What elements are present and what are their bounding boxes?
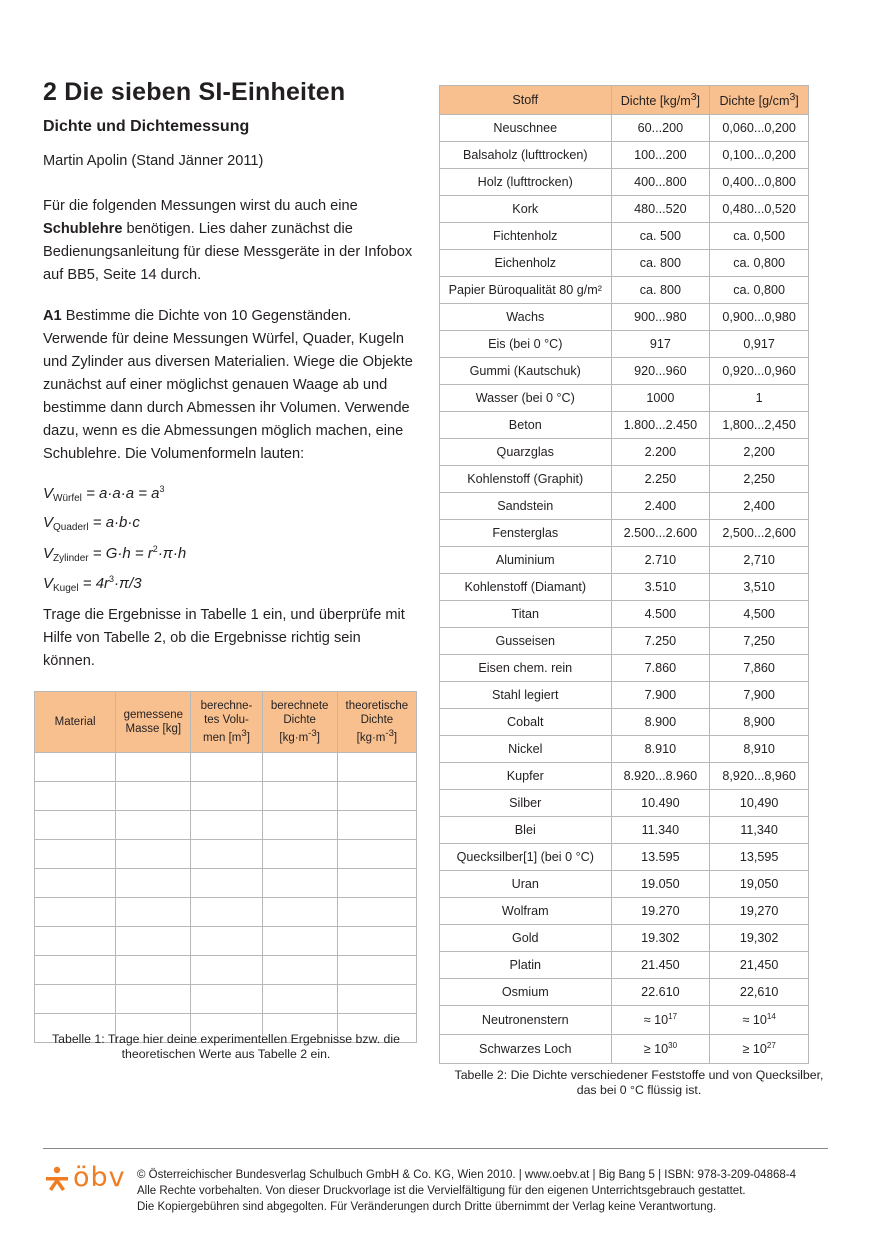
results-cell (116, 898, 191, 927)
density-cell-stoff: Balsaholz (lufttrocken) (440, 142, 612, 169)
page-subtitle: Dichte und Dichtemessung (43, 118, 250, 135)
results-cell (337, 753, 416, 782)
oebv-logo-icon (44, 1166, 70, 1192)
density-table-row (440, 520, 809, 547)
density-cell-stoff: Stahl legiert (440, 682, 612, 709)
density-cell-g: 11,340 (710, 817, 809, 844)
results-cell (35, 869, 116, 898)
density-cell-g: ≥ $10^{27}$ (710, 1035, 809, 1064)
density-cell-stoff: Blei (440, 817, 612, 844)
density-cell-g: 0,400...0,800 (710, 169, 809, 196)
density-cell-kg: 7.250 (611, 628, 710, 655)
table2-caption: Tabelle 2: Die Dichte verschiedener Feststoffe und von Quecksilber, das bei 0 °C flüssig ist. (454, 1068, 824, 1097)
results-cell (262, 869, 337, 898)
results-table-row (35, 898, 417, 927)
density-cell-stoff: Eichenholz (440, 250, 612, 277)
results-cell (337, 898, 416, 927)
density-cell-g: 0,100...0,200 (710, 142, 809, 169)
results-cell (191, 782, 262, 811)
results-cell (35, 927, 116, 956)
density-cell-kg: 22.610 (611, 979, 710, 1006)
results-table-row (35, 985, 417, 1014)
density-cell-g: ca. 0,800 (710, 250, 809, 277)
density-table-row (440, 925, 809, 952)
header-stoff: Stoff (440, 86, 612, 115)
density-cell-g: 2,200 (710, 439, 809, 466)
density-cell-kg: 2.400 (611, 493, 710, 520)
results-cell (116, 985, 191, 1014)
intro-paragraph (43, 195, 413, 287)
density-table-row (440, 223, 809, 250)
results-table-row (35, 927, 417, 956)
density-cell-stoff: Quecksilber[1] (bei 0 °C) (440, 844, 612, 871)
instruction-paragraph: Trage die Ergebnisse in Tabelle 1 ein, und überprüfe mit Hilfe von Tabelle 2, ob die Ergebnisse richtig sein können. (43, 607, 405, 669)
density-table-row (440, 115, 809, 142)
results-cell (116, 927, 191, 956)
header-theoretical-density: theoretische Dichte $[kg\cdot m^{-3}]$ (337, 692, 416, 753)
density-cell-stoff: Wasser (bei 0 °C) (440, 385, 612, 412)
density-cell-g: ≈ $10^{14}$ (710, 1006, 809, 1035)
results-table-row (35, 753, 417, 782)
density-table-row (440, 763, 809, 790)
density-cell-kg: 60...200 (611, 115, 710, 142)
density-cell-kg: 10.490 (611, 790, 710, 817)
density-table-row (440, 790, 809, 817)
density-cell-kg: ≈ $10^{17}$ (611, 1006, 710, 1035)
results-cell (116, 782, 191, 811)
density-cell-g: 2,500...2,600 (710, 520, 809, 547)
density-cell-kg: 2.250 (611, 466, 710, 493)
results-cell (116, 840, 191, 869)
density-cell-stoff: Wolfram (440, 898, 612, 925)
density-table-row (440, 439, 809, 466)
density-table-row (440, 493, 809, 520)
table1-caption: Tabelle 1: Trage hier deine experimentellen Ergebnisse bzw. die theoretischen Werte aus Tabelle 2 ein. (52, 1032, 400, 1061)
density-cell-stoff: Fichtenholz (440, 223, 612, 250)
density-cell-kg: 400...800 (611, 169, 710, 196)
density-cell-stoff: Beton (440, 412, 612, 439)
density-cell-stoff: Kohlenstoff (Diamant) (440, 574, 612, 601)
density-cell-g: 8,910 (710, 736, 809, 763)
density-table-row (440, 952, 809, 979)
density-table-row (440, 412, 809, 439)
author-line: Martin Apolin (Stand Jänner 2011) (43, 153, 264, 169)
density-cell-stoff: Neuschnee (440, 115, 612, 142)
results-cell (337, 956, 416, 985)
density-table-row (440, 844, 809, 871)
intro-text: Für die folgenden Messungen wirst du auch eine (43, 198, 358, 214)
density-cell-kg: 13.595 (611, 844, 710, 871)
density-cell-g: 0,917 (710, 331, 809, 358)
formula-zylinder: $V_{Zylinder} = G\cdot h = r^2\cdot\pi\cdot h$ (43, 544, 187, 564)
density-cell-kg: 19.302 (611, 925, 710, 952)
density-table-row (440, 601, 809, 628)
results-cell (337, 927, 416, 956)
density-cell-stoff: Aluminium (440, 547, 612, 574)
density-cell-stoff: Fensterglas (440, 520, 612, 547)
density-table-row (440, 655, 809, 682)
results-cell (35, 898, 116, 927)
density-table-row (440, 817, 809, 844)
density-cell-stoff: Osmium (440, 979, 612, 1006)
density-cell-kg: 4.500 (611, 601, 710, 628)
results-cell (191, 840, 262, 869)
results-cell (262, 927, 337, 956)
results-cell (262, 985, 337, 1014)
page-title: 2 Die sieben SI-Einheiten (43, 78, 346, 106)
results-cell (262, 753, 337, 782)
density-cell-g: 1,800...2,450 (710, 412, 809, 439)
density-cell-stoff: Gold (440, 925, 612, 952)
results-cell (35, 840, 116, 869)
density-table-row (440, 736, 809, 763)
density-cell-stoff: Eis (bei 0 °C) (440, 331, 612, 358)
density-table-row (440, 385, 809, 412)
density-cell-kg: 7.860 (611, 655, 710, 682)
density-cell-kg: 7.900 (611, 682, 710, 709)
density-table-row (440, 628, 809, 655)
density-cell-stoff: Titan (440, 601, 612, 628)
density-cell-stoff: Neutronenstern (440, 1006, 612, 1035)
density-cell-g: 2,250 (710, 466, 809, 493)
density-table-row (440, 331, 809, 358)
density-cell-stoff: Gummi (Kautschuk) (440, 358, 612, 385)
results-cell (191, 956, 262, 985)
density-cell-stoff: Holz (lufttrocken) (440, 169, 612, 196)
density-cell-stoff: Wachs (440, 304, 612, 331)
density-cell-stoff: Gusseisen (440, 628, 612, 655)
results-cell (337, 782, 416, 811)
density-cell-g: 0,060...0,200 (710, 115, 809, 142)
density-cell-g: 19,270 (710, 898, 809, 925)
density-cell-kg: 900...980 (611, 304, 710, 331)
density-cell-stoff: Platin (440, 952, 612, 979)
density-cell-g: 0,920...0,960 (710, 358, 809, 385)
footer-divider (43, 1148, 828, 1149)
results-cell (337, 869, 416, 898)
density-cell-g: 19,302 (710, 925, 809, 952)
density-cell-g: 3,510 (710, 574, 809, 601)
intro-bold-term: Schublehre (43, 221, 123, 237)
density-cell-kg: ca. 800 (611, 250, 710, 277)
density-table-header (440, 86, 809, 115)
density-cell-g: 7,900 (710, 682, 809, 709)
density-cell-g: 8,920...8,960 (710, 763, 809, 790)
density-cell-g: 2,710 (710, 547, 809, 574)
density-cell-g: 0,900...0,980 (710, 304, 809, 331)
density-cell-kg: ≥ $10^{30}$ (611, 1035, 710, 1064)
results-cell (337, 985, 416, 1014)
density-table-row (440, 682, 809, 709)
density-cell-g: 8,900 (710, 709, 809, 736)
density-cell-stoff: Uran (440, 871, 612, 898)
density-cell-kg: 8.900 (611, 709, 710, 736)
density-cell-stoff: Schwarzes Loch (440, 1035, 612, 1064)
results-cell (116, 956, 191, 985)
density-cell-kg: 19.270 (611, 898, 710, 925)
results-table-row (35, 782, 417, 811)
results-table-row (35, 956, 417, 985)
intro-rest: benötigen. Lies daher zunächst die Bedienungsanleitung für diese Messgeräte in der Infobox auf BB5, Seite 14 durch. (43, 221, 413, 283)
density-cell-g: 7,250 (710, 628, 809, 655)
density-cell-stoff: Kork (440, 196, 612, 223)
density-cell-stoff: Eisen chem. rein (440, 655, 612, 682)
density-table-row (440, 871, 809, 898)
density-cell-kg: 100...200 (611, 142, 710, 169)
density-table-row (440, 196, 809, 223)
density-cell-kg: ca. 500 (611, 223, 710, 250)
formula-wuerfel: $V_{Würfel} = a\cdot a\cdot a = a^3$ (43, 484, 165, 504)
density-table-row (440, 709, 809, 736)
results-cell (262, 898, 337, 927)
density-cell-g: 2,400 (710, 493, 809, 520)
results-cell (116, 869, 191, 898)
results-cell (337, 840, 416, 869)
results-cell (191, 985, 262, 1014)
results-cell (191, 927, 262, 956)
density-table-row (440, 979, 809, 1006)
density-cell-kg: 2.500...2.600 (611, 520, 710, 547)
results-cell (191, 811, 262, 840)
results-table-row (35, 811, 417, 840)
density-cell-stoff: Quarzglas (440, 439, 612, 466)
density-cell-kg: 1.800...2.450 (611, 412, 710, 439)
density-table-row (440, 466, 809, 493)
density-cell-stoff: Papier Büroqualität 80 g/m² (440, 277, 612, 304)
density-cell-g: ca. 0,800 (710, 277, 809, 304)
results-table-row (35, 840, 417, 869)
results-cell (35, 782, 116, 811)
results-cell (35, 956, 116, 985)
density-cell-kg: ca. 800 (611, 277, 710, 304)
density-cell-stoff: Kohlenstoff (Graphit) (440, 466, 612, 493)
results-cell (191, 869, 262, 898)
results-cell (191, 898, 262, 927)
results-cell (191, 753, 262, 782)
header-volume: berechne- tes Volu- men $[m^3]$ (191, 692, 262, 753)
density-cell-stoff: Nickel (440, 736, 612, 763)
density-cell-kg: 2.200 (611, 439, 710, 466)
density-cell-g: 22,610 (710, 979, 809, 1006)
density-table-row (440, 304, 809, 331)
results-cell (262, 840, 337, 869)
density-cell-kg: 1000 (611, 385, 710, 412)
density-cell-stoff: Kupfer (440, 763, 612, 790)
density-table (439, 85, 809, 1064)
density-table-row (440, 169, 809, 196)
density-table-row (440, 358, 809, 385)
density-cell-g: 10,490 (710, 790, 809, 817)
results-cell (35, 985, 116, 1014)
density-cell-g: 0,480...0,520 (710, 196, 809, 223)
density-table-row (440, 1006, 809, 1035)
oebv-logo (44, 1162, 126, 1194)
task-text: Bestimme die Dichte von 10 Gegenständen. Verwende für deine Messungen Würfel, Quader, Kugeln und Zylinder aus diversen Materialien. Wiege die Objekte zunächst auf einer möglichst genauen Waage ab und bestimme dann durch Abmessen ihr Volumen. Verwende dazu, wenn es die Abmessungen möglich machen, eine Schublehre. Die Volumenformeln lauten: (43, 308, 413, 462)
density-cell-kg: 2.710 (611, 547, 710, 574)
header-g-cm3: Dichte $[g/cm^3]$ (710, 86, 809, 115)
density-cell-g: ca. 0,500 (710, 223, 809, 250)
formula-quader: $V_{Quaderl} = a\cdot b\cdot c$ (43, 514, 140, 533)
density-table-row (440, 277, 809, 304)
density-cell-kg: 8.910 (611, 736, 710, 763)
header-material: Material (35, 692, 116, 753)
formula-kugel: $V_{Kugel} = 4r^3\cdot\pi/3$ (43, 574, 142, 594)
footer-text: © Österreichischer Bundesverlag Schulbuch GmbH & Co. KG, Wien 2010. | www.oebv.at | Big Bang 5 | ISBN: 978-3-209-04868-4 Alle Rechte vorbehalten. Von dieser Druckvorlage ist die Vervielfältigung für den eigenen Unterrichtsgebrauch gestattet. Die Kopiergebühren sind abgegolten. Für Veränderungen durch Dritte übernimmt der Verlag keine Verantwortung. (137, 1169, 796, 1213)
density-cell-g: 7,860 (710, 655, 809, 682)
density-cell-g: 1 (710, 385, 809, 412)
results-table-row (35, 869, 417, 898)
results-cell (35, 753, 116, 782)
task-a1 (43, 305, 413, 466)
density-cell-stoff: Silber (440, 790, 612, 817)
density-cell-kg: 920...960 (611, 358, 710, 385)
results-table (34, 691, 417, 1043)
density-table-row (440, 574, 809, 601)
results-cell (262, 782, 337, 811)
density-cell-kg: 19.050 (611, 871, 710, 898)
density-cell-kg: 917 (611, 331, 710, 358)
header-kg-m3: Dichte $[kg/m^3]$ (611, 86, 710, 115)
density-cell-stoff: Sandstein (440, 493, 612, 520)
results-cell (337, 811, 416, 840)
density-table-row (440, 898, 809, 925)
density-cell-g: 21,450 (710, 952, 809, 979)
header-mass: gemessene Masse [kg] (116, 692, 191, 753)
header-computed-density: berechnete Dichte $[kg\cdot m^{-3}]$ (262, 692, 337, 753)
density-cell-kg: 11.340 (611, 817, 710, 844)
results-table-header (35, 692, 417, 753)
density-cell-kg: 3.510 (611, 574, 710, 601)
results-cell (262, 956, 337, 985)
density-cell-kg: 21.450 (611, 952, 710, 979)
oebv-logo-text: öbv (73, 1162, 126, 1193)
results-cell (35, 811, 116, 840)
density-cell-g: 13,595 (710, 844, 809, 871)
results-cell (262, 811, 337, 840)
density-table-row (440, 1035, 809, 1064)
density-cell-kg: 480...520 (611, 196, 710, 223)
density-table-row (440, 250, 809, 277)
density-cell-kg: 8.920...8.960 (611, 763, 710, 790)
task-label: A1 (43, 308, 62, 324)
density-cell-stoff: Cobalt (440, 709, 612, 736)
density-cell-g: 4,500 (710, 601, 809, 628)
density-cell-g: 19,050 (710, 871, 809, 898)
density-table-row (440, 142, 809, 169)
density-table-row (440, 547, 809, 574)
results-cell (116, 753, 191, 782)
results-cell (116, 811, 191, 840)
